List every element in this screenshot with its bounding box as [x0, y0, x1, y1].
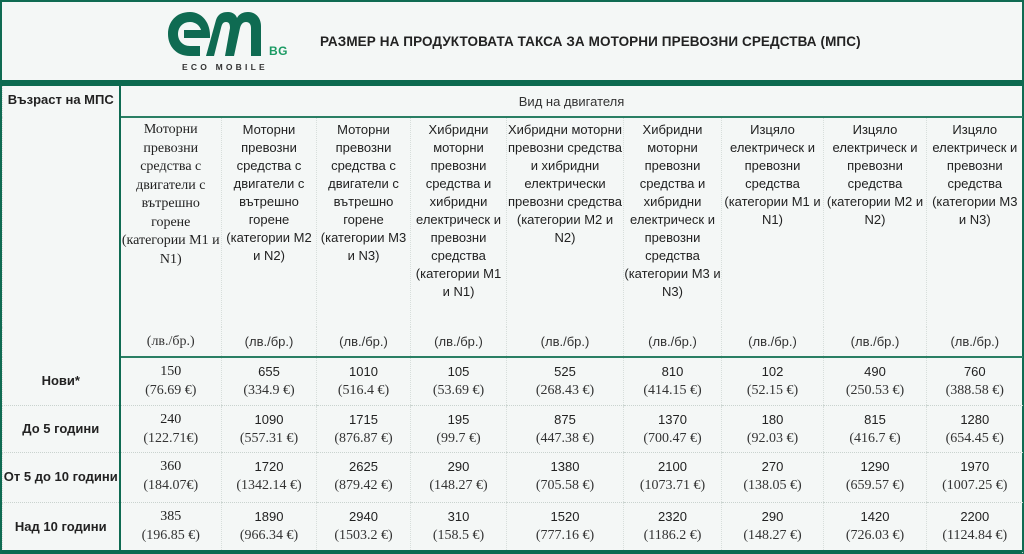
table-row-5-to-10-years — [3, 452, 1023, 502]
fee-eur: (516.4 €) — [337, 383, 390, 398]
fee-eur: (1124.84 €) — [942, 527, 1008, 543]
fee-cell — [222, 357, 317, 405]
fee-eur: (158.5 €) — [432, 527, 485, 543]
table-row-up-to-5-years — [3, 405, 1023, 452]
fee-eur: (148.27 €) — [429, 477, 488, 493]
table-row-over-10-years — [3, 502, 1023, 552]
fee-cell — [120, 502, 222, 552]
fee-bgn: 655 — [258, 364, 280, 379]
unit-label: (лв./бр.) — [824, 327, 927, 357]
unit-label: (лв./бр.) — [722, 327, 824, 357]
fee-eur: (1007.25 €) — [942, 477, 1008, 493]
fee-cell — [317, 502, 411, 552]
fee-cell — [120, 452, 222, 502]
fee-bgn: 150 — [160, 364, 182, 379]
row-label: Нови* — [3, 357, 120, 405]
fee-bgn: 1720 — [254, 458, 284, 474]
fee-bgn: 1715 — [349, 411, 378, 427]
column-header-hybrid-m3n3: Хибридни моторни превозни средства и хибридни електрическ и превозни средства (категории M3 и N3) — [624, 117, 722, 327]
fee-eur: (726.03 €) — [845, 527, 905, 543]
fee-cell — [317, 357, 411, 405]
fee-eur: (99.7 €) — [436, 430, 481, 446]
fee-bgn: 525 — [554, 364, 576, 379]
fee-cell — [317, 452, 411, 502]
fee-eur: (196.85 €) — [141, 527, 200, 543]
fee-bgn: 1380 — [550, 458, 580, 474]
fee-bgn: 1280 — [960, 411, 990, 427]
fee-eur: (76.69 €) — [145, 383, 197, 398]
fee-cell — [722, 452, 824, 502]
page-title: РАЗМЕР НА ПРОДУКТОВАТА ТАКСА ЗА МОТОРНИ ПРЕВОЗНИ СРЕДСТВА (МПС) — [320, 34, 861, 49]
row-label: До 5 години — [3, 405, 120, 452]
column-header-ice-m1n1: Моторни превозни средства с двигатели с вътрешно горене (категории M1 и N1) — [120, 117, 222, 327]
fee-cell — [222, 452, 317, 502]
product-fee-table — [2, 86, 1023, 553]
unit-label: (лв./бр.) — [927, 327, 1023, 357]
logo-suffix: BG — [269, 44, 288, 58]
fee-eur: (92.03 €) — [746, 430, 799, 446]
fee-eur: (388.58 €) — [945, 383, 1004, 398]
row-label: От 5 до 10 години — [3, 452, 120, 502]
fee-bgn: 310 — [447, 508, 470, 524]
fee-eur: (700.47 €) — [643, 430, 702, 446]
fee-bgn: 1970 — [960, 458, 990, 474]
unit-label: (лв./бр.) — [507, 327, 624, 357]
fee-cell — [507, 405, 624, 452]
row-label: Над 10 години — [3, 502, 120, 552]
fee-cell — [411, 502, 507, 552]
fee-eur: (184.07€) — [143, 477, 199, 493]
fee-cell — [624, 502, 722, 552]
fee-eur: (876.87 €) — [334, 430, 393, 446]
fee-bgn: 385 — [160, 508, 182, 524]
fee-cell — [624, 452, 722, 502]
fee-eur: (966.34 €) — [239, 527, 299, 543]
fee-eur: (1342.14 €) — [236, 477, 302, 493]
table-row-new — [3, 357, 1023, 405]
fee-bgn: 810 — [661, 364, 684, 379]
fee-cell — [120, 357, 222, 405]
fee-eur: (1503.2 €) — [334, 527, 393, 543]
fee-eur: (1073.71 €) — [639, 477, 706, 493]
fee-eur: (447.38 €) — [535, 430, 595, 446]
footer-divider — [2, 550, 1022, 554]
fee-cell — [411, 357, 507, 405]
fee-bgn: 1420 — [860, 508, 890, 524]
column-header-ev-m3n3: Изцяло електрическ и превозни средства (категории M3 и N3) — [927, 117, 1023, 327]
fee-cell — [507, 452, 624, 502]
fee-bgn: 2320 — [658, 508, 687, 524]
fee-bgn: 2200 — [960, 508, 990, 524]
fee-cell — [624, 405, 722, 452]
fee-eur: (654.45 €) — [945, 430, 1004, 446]
fee-cell — [927, 502, 1023, 552]
fee-eur: (416.7 €) — [849, 430, 901, 446]
fee-cell — [222, 502, 317, 552]
fee-cell — [927, 357, 1023, 405]
fee-cell — [824, 357, 927, 405]
fee-bgn: 2940 — [349, 508, 378, 524]
fee-cell — [507, 357, 624, 405]
fee-bgn: 1520 — [550, 508, 580, 524]
fee-bgn: 1290 — [860, 458, 890, 474]
fee-bgn: 815 — [864, 411, 886, 427]
header-band — [2, 2, 1022, 80]
fee-bgn: 2625 — [349, 458, 378, 474]
fee-bgn: 105 — [447, 364, 470, 379]
column-header-hybrid-m1n1: Хибридни моторни превозни средства и хибридни електрическ и превозни средства (категории M1 и N1) — [411, 117, 507, 327]
fee-cell — [927, 452, 1023, 502]
column-header-ev-m2n2: Изцяло електрическ и превозни средства (категории M2 и N2) — [824, 117, 927, 327]
fee-eur: (268.43 €) — [535, 383, 595, 398]
fee-bgn: 1090 — [254, 411, 284, 427]
fee-bgn: 102 — [761, 364, 784, 379]
unit-label: (лв./бр.) — [222, 327, 317, 357]
fee-bgn: 1010 — [349, 364, 378, 379]
fee-eur: (659.57 €) — [845, 477, 905, 493]
fee-eur: (879.42 €) — [334, 477, 393, 493]
fee-bgn: 290 — [447, 458, 470, 474]
fee-bgn: 2100 — [658, 458, 687, 474]
fee-eur: (705.58 €) — [535, 477, 595, 493]
fee-eur: (138.05 €) — [743, 477, 802, 493]
column-header-ice-m2n2: Моторни превозни средства с двигатели с вътрешно горене (категории M2 и N2) — [222, 117, 317, 327]
fee-bgn: 1370 — [658, 411, 687, 427]
fee-cell — [411, 452, 507, 502]
fee-eur: (53.69 €) — [432, 383, 485, 398]
fee-bgn: 1890 — [254, 508, 284, 524]
fee-eur: (777.16 €) — [535, 527, 595, 543]
fee-bgn: 360 — [160, 458, 182, 474]
fee-bgn: 180 — [761, 411, 784, 427]
fee-cell — [722, 357, 824, 405]
fee-bgn: 760 — [963, 364, 986, 379]
fee-eur: (122.71€) — [143, 430, 199, 446]
unit-label: (лв./бр.) — [624, 327, 722, 357]
fee-bgn: 240 — [160, 411, 182, 427]
fee-cell — [411, 405, 507, 452]
fee-eur: (1186.2 €) — [643, 527, 702, 543]
fee-cell — [824, 405, 927, 452]
fee-bgn: 875 — [554, 411, 576, 427]
fee-bgn: 490 — [864, 364, 886, 379]
fee-eur: (414.15 €) — [643, 383, 702, 398]
fee-cell — [824, 502, 927, 552]
unit-label: (лв./бр.) — [411, 327, 507, 357]
fee-eur: (557.31 €) — [239, 430, 299, 446]
fee-cell — [824, 452, 927, 502]
column-header-ev-m1n1: Изцяло електрическ и превозни средства (категории M1 и N1) — [722, 117, 824, 327]
fee-cell — [507, 502, 624, 552]
eco-mobile-logo — [164, 8, 294, 74]
fee-eur: (334.9 €) — [243, 383, 295, 398]
fee-cell — [120, 405, 222, 452]
fee-cell — [624, 357, 722, 405]
fee-cell — [222, 405, 317, 452]
fee-eur: (148.27 €) — [743, 527, 802, 543]
unit-label: (лв./бр.) — [317, 327, 411, 357]
fee-cell — [722, 405, 824, 452]
column-header-hybrid-m2n2: Хибридни моторни превозни средства и хибридни електрически превозни средства (категории M2 и N2) — [507, 117, 624, 327]
em-logo-icon — [164, 8, 274, 60]
fee-cell — [722, 502, 824, 552]
fee-bgn: 270 — [761, 458, 784, 474]
fee-eur: (52.15 €) — [746, 383, 799, 398]
column-header-ice-m3n3: Моторни превозни средства с двигатели с вътрешно горене (категории M3 и N3) — [317, 117, 411, 327]
fee-bgn: 290 — [761, 508, 784, 524]
age-column-header: Възраст на МПС — [3, 86, 120, 357]
fee-bgn: 195 — [447, 411, 470, 427]
fee-cell — [927, 405, 1023, 452]
logo-subtitle: ECO MOBILE — [182, 62, 268, 72]
fee-eur: (250.53 €) — [845, 383, 905, 398]
unit-label: (лв./бр.) — [120, 327, 222, 357]
engine-type-header: Вид на двигателя — [120, 86, 1023, 117]
fee-cell — [317, 405, 411, 452]
